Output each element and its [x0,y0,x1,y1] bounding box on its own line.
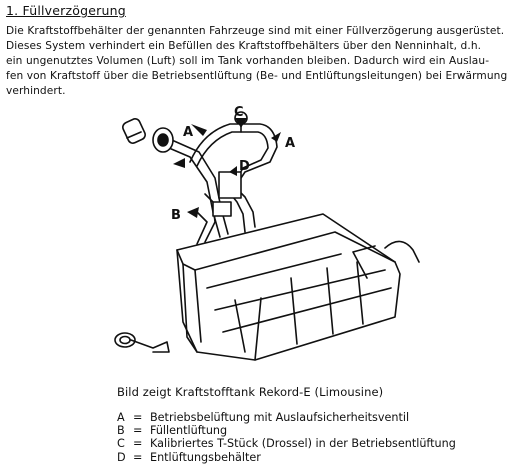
intro-line: Die Kraftstoffbehälter der genannten Fahrzeuge sind mit einer Füllverzögerung ausgerüstet. [6,25,505,37]
legend-equals: = [133,450,143,464]
intro-line: verhindert. [6,85,66,98]
figure-caption: Bild zeigt Kraftstofftank Rekord-E (Limousine) [117,385,384,399]
marker-a-left [183,124,207,140]
filler-cap [115,333,169,352]
marker-label-b: B [171,208,181,223]
legend-text: Betriebsbelüftung mit Auslaufsicherheitsventil [150,411,410,424]
fuel-tank-body [177,214,400,360]
marker-a-lower [173,158,185,168]
legend-text: Füllentlüftung [150,424,228,438]
legend-row [117,437,456,450]
legend-text: Kalibriertes T-Stück (Drossel) in der Betriebsentlüftung [150,437,456,451]
intro-line: fen von Kraftstoff über die Betriebsentlüftung (Be- und Entlüftungsleitungen) bei Erwärmung [6,70,508,83]
legend [117,411,456,464]
marker-label-a: A [285,136,296,151]
marker-d [229,159,250,176]
marker-label-c: C [234,105,244,120]
fuel-tank-illustration [95,102,425,372]
intro-line: Dieses System verhindert ein Befüllen des Kraftstoffbehälters über den Nenninhalt, d.h. [6,40,482,53]
legend-equals: = [133,437,143,451]
intro-paragraph [6,24,512,99]
legend-key: A [117,411,125,424]
intro-line: ein ungenutztes Volumen (Luft) soll im Tank vorhanden bleiben. Dadurch wird ein Auslau- [6,55,490,68]
legend-text: Entlüftungsbehälter [150,450,261,464]
legend-equals: = [133,424,143,438]
legend-row [117,411,456,424]
legend-key: C [117,437,125,451]
marker-label-d: D [239,159,250,174]
legend-row [117,451,456,464]
legend-key: B [117,424,125,438]
legend-key: D [117,450,126,464]
legend-row [117,424,456,437]
legend-equals: = [133,411,143,424]
section-heading: 1. Füllverzögerung [6,3,126,18]
marker-label-a: A [183,125,194,140]
marker-b [171,207,199,223]
